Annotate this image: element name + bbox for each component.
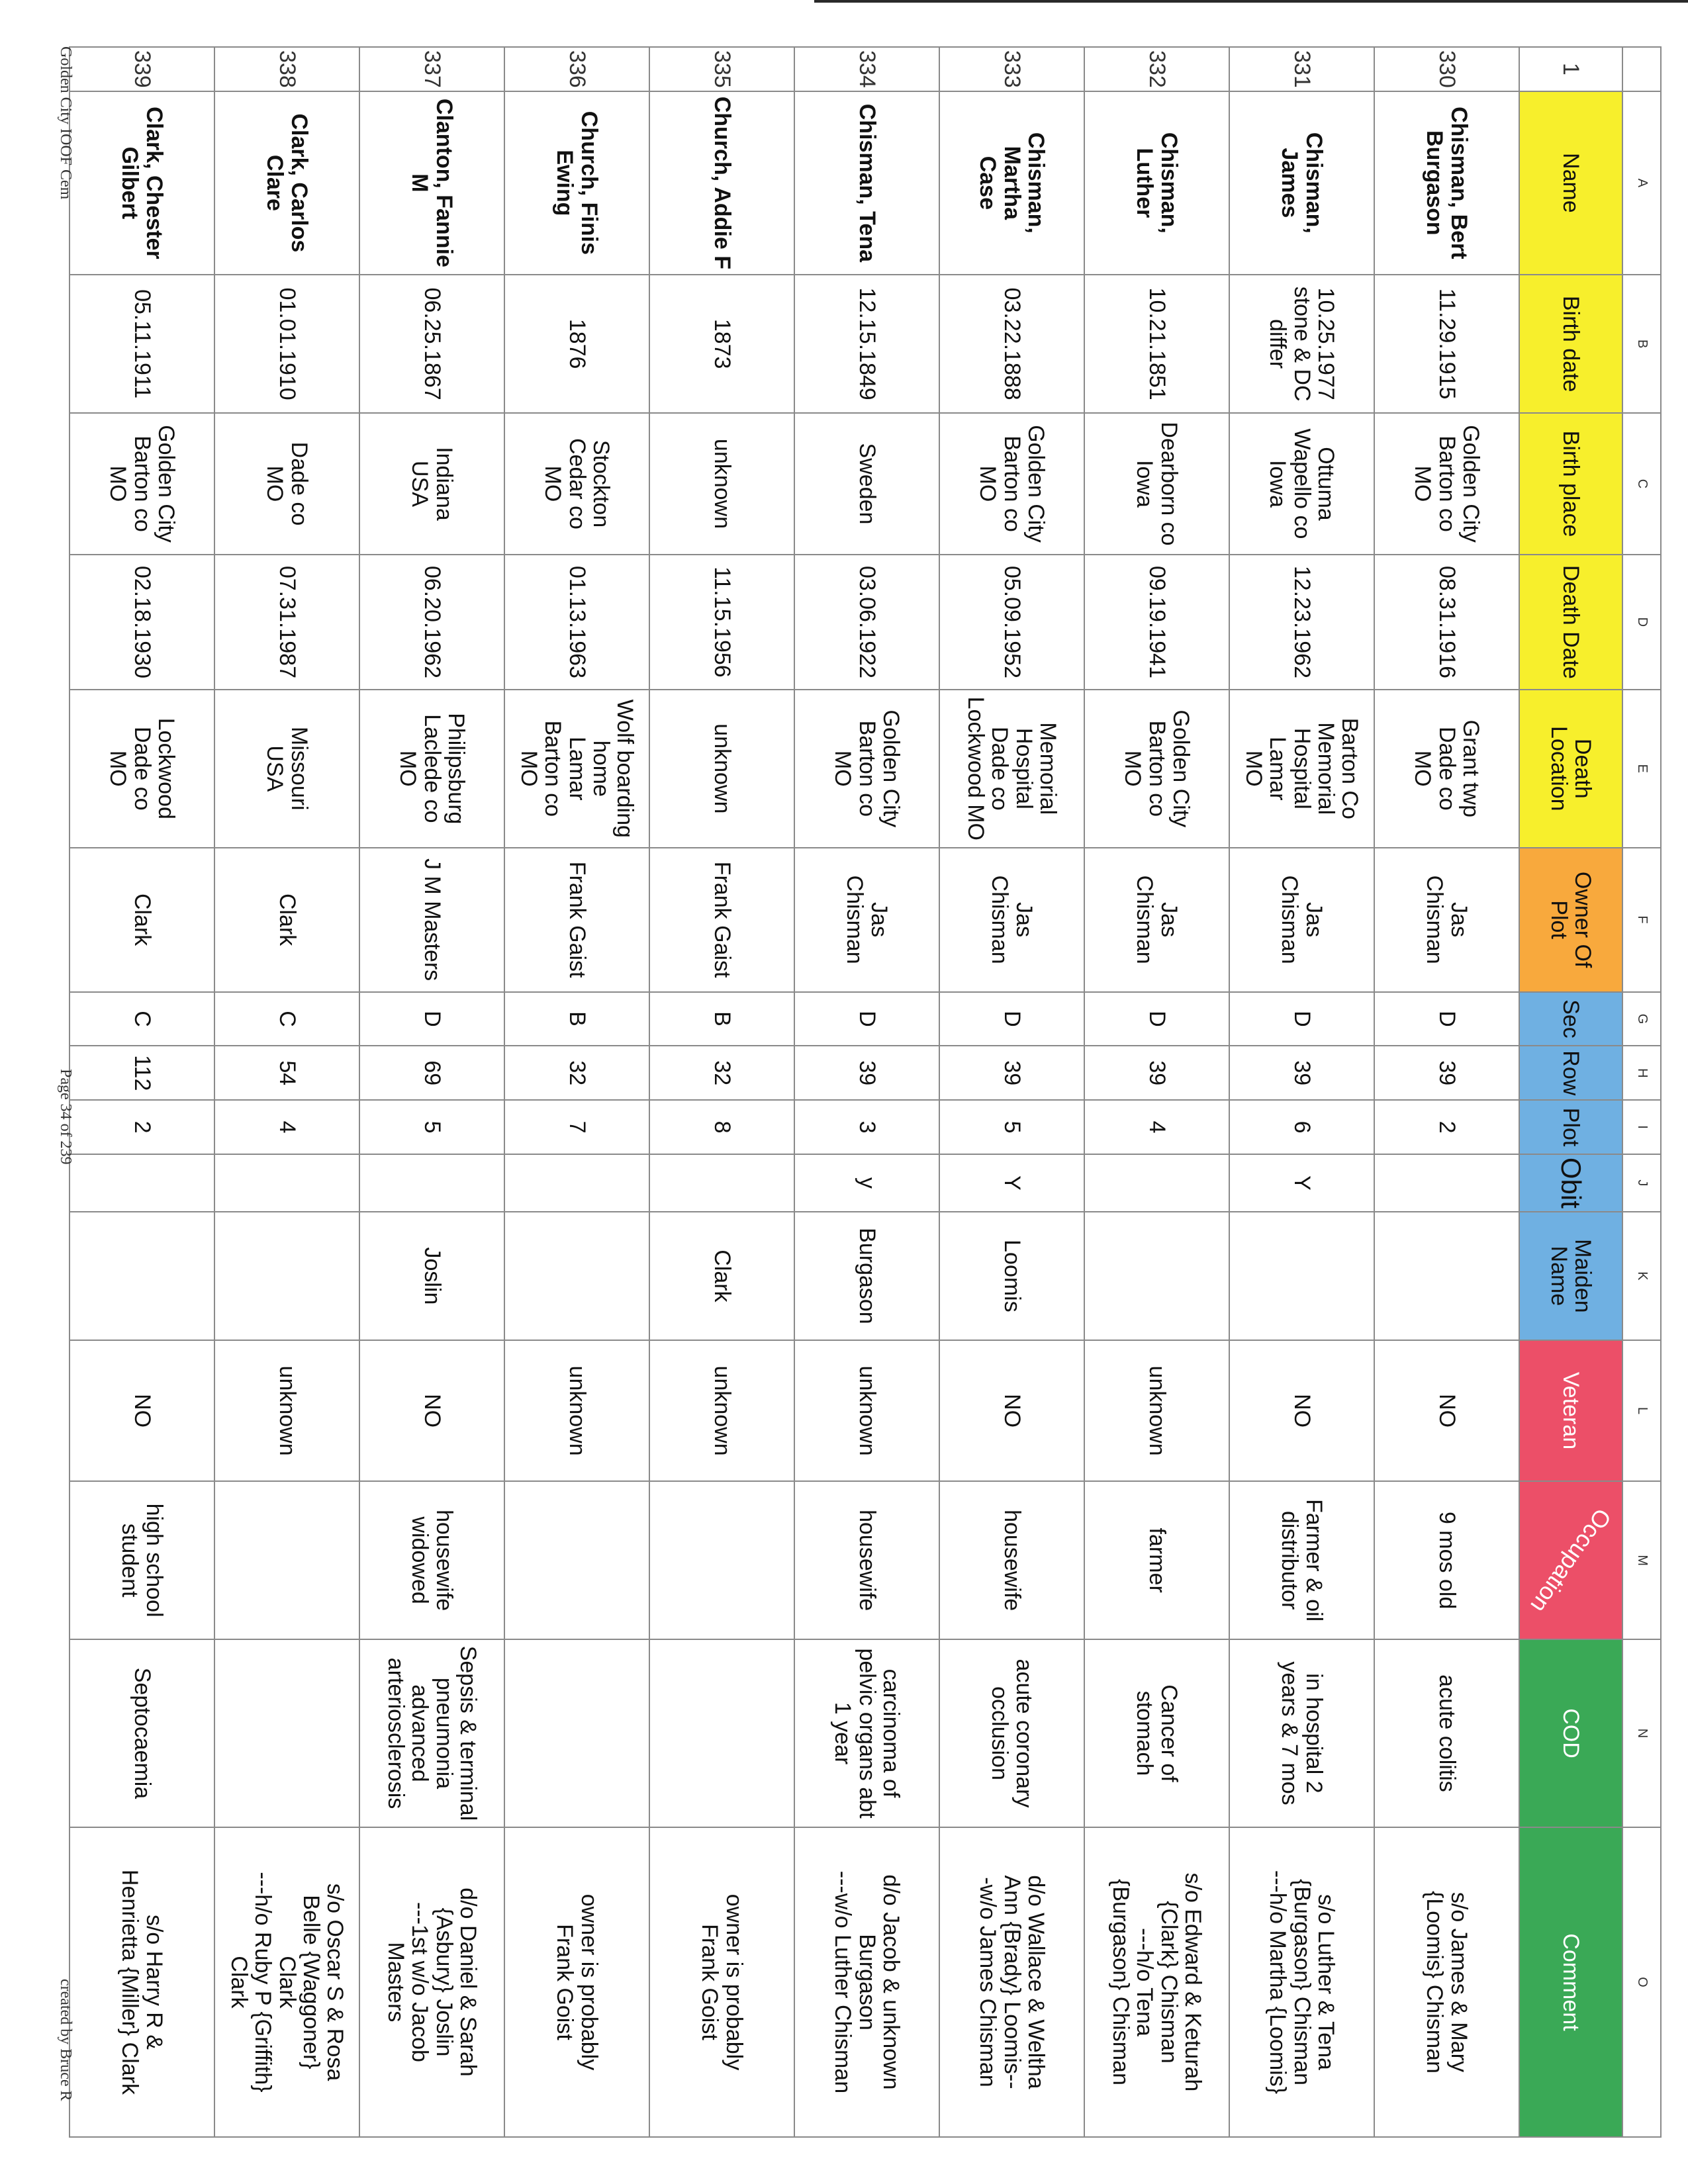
death-location-cell: Lockwood Dade co MO — [70, 690, 214, 847]
column-letter: K — [1622, 1212, 1661, 1340]
owner-cell: Frank Gaist — [649, 848, 794, 992]
sec-cell: D — [1229, 992, 1374, 1046]
header-comment: Comment — [1519, 1827, 1622, 2137]
birth-date-cell: 01.01.1910 — [214, 275, 359, 413]
death-location-cell: Memorial Hospital Dade co Lockwood MO — [939, 690, 1084, 847]
table-row — [214, 47, 359, 2137]
birth-place-cell: Dearborn co Iowa — [1084, 413, 1229, 554]
table-row — [1229, 47, 1374, 2137]
table-row — [794, 47, 939, 2137]
header-veteran: Veteran — [1519, 1340, 1622, 1481]
maiden-cell: Loomis — [939, 1212, 1084, 1340]
birth-place-cell: Stockton Cedar co MO — [504, 413, 649, 554]
sec-cell: B — [649, 992, 794, 1046]
death-date-cell: 06.20.1962 — [359, 555, 504, 690]
birth-place-cell: Dade co MO — [214, 413, 359, 554]
cod-cell: carcinoma of pelvic organs abt 1 year — [794, 1639, 939, 1827]
plot-cell: 2 — [1374, 1100, 1519, 1154]
table-row — [70, 47, 214, 2137]
obit-cell — [649, 1154, 794, 1212]
death-date-cell: 01.13.1963 — [504, 555, 649, 690]
cod-cell — [504, 1639, 649, 1827]
comment-cell: d/o Wallace & Weltha Ann {Brady} Loomis-- -w/o James Chisman — [939, 1827, 1084, 2137]
row-number: 336 — [504, 47, 649, 91]
row-number: 332 — [1084, 47, 1229, 91]
occupation-cell — [504, 1481, 649, 1639]
cod-cell: in hospital 2 years & 7 mos — [1229, 1639, 1374, 1827]
obit-cell — [1084, 1154, 1229, 1212]
plot-cell: 2 — [70, 1100, 214, 1154]
birth-date-cell: 12.15.1849 — [794, 275, 939, 413]
name-cell: Chisman, James — [1229, 91, 1374, 275]
name-cell: Church, Finis Ewing — [504, 91, 649, 275]
plot-cell: 5 — [939, 1100, 1084, 1154]
row-number: 331 — [1229, 47, 1374, 91]
cod-cell: acute coronary occlusion — [939, 1639, 1084, 1827]
header-row-number: 1 — [1519, 47, 1622, 91]
header-birth-date: Birth date — [1519, 275, 1622, 413]
table-row — [649, 47, 794, 2137]
maiden-cell — [70, 1212, 214, 1340]
sec-cell: D — [1084, 992, 1229, 1046]
header-obit: Obit — [1519, 1154, 1622, 1212]
row-cell: 32 — [649, 1046, 794, 1100]
death-location-cell: Golden City Barton co MO — [794, 690, 939, 847]
occupation-cell: housewife widowed — [359, 1481, 504, 1639]
row-number: 334 — [794, 47, 939, 91]
rotated-sheet — [46, 46, 1662, 2138]
owner-cell: J M Masters — [359, 848, 504, 992]
column-letter: M — [1622, 1481, 1661, 1639]
row-cell: 39 — [1374, 1046, 1519, 1100]
maiden-cell: Burgason — [794, 1212, 939, 1340]
header-maiden-name: Maiden Name — [1519, 1212, 1622, 1340]
cod-cell — [649, 1639, 794, 1827]
owner-cell: Jas Chisman — [1229, 848, 1374, 992]
death-location-cell: Philipsburg Laclede co MO — [359, 690, 504, 847]
comment-cell: s/o Luther & Tena {Burgason} Chisman ---h/o Martha {Loomis} — [1229, 1827, 1374, 2137]
plot-cell: 7 — [504, 1100, 649, 1154]
row-cell: 54 — [214, 1046, 359, 1100]
name-cell: Chisman, Luther — [1084, 91, 1229, 275]
birth-place-cell: Golden City Barton co MO — [70, 413, 214, 554]
column-letter: E — [1622, 690, 1661, 847]
birth-date-cell: 05.11.1911 — [70, 275, 214, 413]
owner-cell: Clark — [214, 848, 359, 992]
death-location-cell: Grant twp Dade co MO — [1374, 690, 1519, 847]
birth-place-cell: Ottuma Wapello co Iowa — [1229, 413, 1374, 554]
name-cell: Clark, Carlos Clare — [214, 91, 359, 275]
row-number: 338 — [214, 47, 359, 91]
name-cell: Chisman, Bert Burgason — [1374, 91, 1519, 275]
column-letter: L — [1622, 1340, 1661, 1481]
name-cell: Chisman, Martha Case — [939, 91, 1084, 275]
header-plot: Plot — [1519, 1100, 1622, 1154]
occupation-cell — [649, 1481, 794, 1639]
column-letter: D — [1622, 555, 1661, 690]
comment-cell: d/o Jacob & unknown Burgason ---w/o Luther Chisman — [794, 1827, 939, 2137]
veteran-cell: NO — [70, 1340, 214, 1481]
plot-cell: 6 — [1229, 1100, 1374, 1154]
footer-page-number: Page 34 of 239 — [57, 1069, 74, 1165]
maiden-cell — [1374, 1212, 1519, 1340]
cod-cell: Septocaemia — [70, 1639, 214, 1827]
owner-cell: Jas Chisman — [1374, 848, 1519, 992]
death-location-cell: Golden City Barton co MO — [1084, 690, 1229, 847]
row-number: 339 — [70, 47, 214, 91]
header-death-location: Death Location — [1519, 690, 1622, 847]
sec-cell: D — [359, 992, 504, 1046]
plot-cell: 4 — [1084, 1100, 1229, 1154]
column-letter: O — [1622, 1827, 1661, 2137]
row-number: 330 — [1374, 47, 1519, 91]
occupation-cell: high school student — [70, 1481, 214, 1639]
veteran-cell: unknown — [504, 1340, 649, 1481]
birth-date-cell: 1876 — [504, 275, 649, 413]
occupation-cell: housewife — [794, 1481, 939, 1639]
header-occupation-label: Occupation — [1525, 1503, 1617, 1618]
header-row — [1519, 47, 1622, 2137]
comment-cell: s/o Edward & Keturah {Clark} Chisman ---h/o Tena {Burgason} Chisman — [1084, 1827, 1229, 2137]
table-row — [1374, 47, 1519, 2137]
column-letter: H — [1622, 1046, 1661, 1100]
obit-cell: y — [794, 1154, 939, 1212]
maiden-cell — [1229, 1212, 1374, 1340]
birth-date-cell: 03.22.1888 — [939, 275, 1084, 413]
death-location-cell: unknown — [649, 690, 794, 847]
birth-place-cell: Golden City Barton co MO — [1374, 413, 1519, 554]
footer-credit: created by Bruce R — [57, 1979, 74, 2101]
comment-cell: s/o Oscar S & Rosa Belle {Waggoner} Clark ---h/o Ruby P {Griffith} Clark — [214, 1827, 359, 2137]
name-cell: Clanton, Fannie M — [359, 91, 504, 275]
veteran-cell: unknown — [214, 1340, 359, 1481]
birth-date-cell: 06.25.1867 — [359, 275, 504, 413]
veteran-cell: NO — [939, 1340, 1084, 1481]
column-letter: C — [1622, 413, 1661, 554]
header-birth-place: Birth place — [1519, 413, 1622, 554]
plot-cell: 5 — [359, 1100, 504, 1154]
top-edge-rule — [814, 0, 1688, 3]
occupation-cell: farmer — [1084, 1481, 1229, 1639]
birth-place-cell: unknown — [649, 413, 794, 554]
column-letter: A — [1622, 91, 1661, 275]
owner-cell: Frank Gaist — [504, 848, 649, 992]
sec-cell: D — [939, 992, 1084, 1046]
name-cell: Chisman, Tena — [794, 91, 939, 275]
table-row — [504, 47, 649, 2137]
obit-cell: Y — [939, 1154, 1084, 1212]
occupation-cell: housewife — [939, 1481, 1084, 1639]
row-cell: 69 — [359, 1046, 504, 1100]
column-letter: B — [1622, 275, 1661, 413]
name-cell: Clark, Chester Gilbert — [70, 91, 214, 275]
header-row: Row — [1519, 1046, 1622, 1100]
occupation-cell: Farmer & oil distributor — [1229, 1481, 1374, 1639]
header-owner-of-plot: Owner Of Plot — [1519, 848, 1622, 992]
row-cell: 112 — [70, 1046, 214, 1100]
comment-cell: owner is probably Frank Goist — [504, 1827, 649, 2137]
veteran-cell: unknown — [1084, 1340, 1229, 1481]
death-date-cell: 08.31.1916 — [1374, 555, 1519, 690]
header-cod: COD — [1519, 1639, 1622, 1827]
death-location-cell: Missouri USA — [214, 690, 359, 847]
death-date-cell: 09.19.1941 — [1084, 555, 1229, 690]
row-number: 335 — [649, 47, 794, 91]
row-number: 337 — [359, 47, 504, 91]
table-row — [939, 47, 1084, 2137]
owner-cell: Jas Chisman — [1084, 848, 1229, 992]
plot-cell: 3 — [794, 1100, 939, 1154]
header-occupation — [1519, 1481, 1622, 1639]
veteran-cell: NO — [359, 1340, 504, 1481]
table-row — [1084, 47, 1229, 2137]
maiden-cell: Clark — [649, 1212, 794, 1340]
sec-cell: D — [1374, 992, 1519, 1046]
birth-place-cell: Golden City Barton co MO — [939, 413, 1084, 554]
row-number: 333 — [939, 47, 1084, 91]
plot-cell: 8 — [649, 1100, 794, 1154]
obit-cell — [504, 1154, 649, 1212]
comment-cell: s/o James & Mary {Loomis} Chisman — [1374, 1827, 1519, 2137]
sec-cell: B — [504, 992, 649, 1046]
occupation-cell — [214, 1481, 359, 1639]
birth-place-cell: Indiana USA — [359, 413, 504, 554]
maiden-cell — [214, 1212, 359, 1340]
comment-cell: d/o Daniel & Sarah {Asbury} Joslin ---1st w/o Jacob Masters — [359, 1827, 504, 2137]
obit-cell — [1374, 1154, 1519, 1212]
corner-cell — [1622, 47, 1661, 91]
obit-cell: Y — [1229, 1154, 1374, 1212]
column-letter-row — [1622, 47, 1661, 2137]
veteran-cell: unknown — [794, 1340, 939, 1481]
column-letter: F — [1622, 848, 1661, 992]
birth-date-cell: 1873 — [649, 275, 794, 413]
obit-cell — [214, 1154, 359, 1212]
header-name: Name — [1519, 91, 1622, 275]
table-row — [359, 47, 504, 2137]
death-date-cell: 07.31.1987 — [214, 555, 359, 690]
footer-left: Golden City IOOF Cem — [57, 46, 74, 200]
obit-cell — [359, 1154, 504, 1212]
header-sec: Sec — [1519, 992, 1622, 1046]
header-death-date: Death Date — [1519, 555, 1622, 690]
row-cell: 39 — [1084, 1046, 1229, 1100]
sec-cell: C — [214, 992, 359, 1046]
death-date-cell: 03.06.1922 — [794, 555, 939, 690]
obit-cell — [70, 1154, 214, 1212]
cod-cell — [214, 1639, 359, 1827]
sec-cell: D — [794, 992, 939, 1046]
column-letter: J — [1622, 1154, 1661, 1212]
veteran-cell: NO — [1374, 1340, 1519, 1481]
name-cell: Church, Addie F — [649, 91, 794, 275]
death-date-cell: 11.15.1956 — [649, 555, 794, 690]
veteran-cell: unknown — [649, 1340, 794, 1481]
death-location-cell: Barton Co Memorial Hospital Lamar MO — [1229, 690, 1374, 847]
column-letter: N — [1622, 1639, 1661, 1827]
maiden-cell — [1084, 1212, 1229, 1340]
plot-cell: 4 — [214, 1100, 359, 1154]
maiden-cell — [504, 1212, 649, 1340]
comment-cell: s/o Harry R & Henrietta {Miller} Clark — [70, 1827, 214, 2137]
comment-cell: owner is probably Frank Goist — [649, 1827, 794, 2137]
owner-cell: Jas Chisman — [794, 848, 939, 992]
death-date-cell: 12.23.1962 — [1229, 555, 1374, 690]
veteran-cell: NO — [1229, 1340, 1374, 1481]
death-date-cell: 05.09.1952 — [939, 555, 1084, 690]
row-cell: 39 — [794, 1046, 939, 1100]
column-letter: G — [1622, 992, 1661, 1046]
row-cell: 39 — [1229, 1046, 1374, 1100]
cod-cell: Sepsis & terminal pneumonia advanced arteriosclerosis — [359, 1639, 504, 1827]
maiden-cell: Joslin — [359, 1212, 504, 1340]
row-cell: 39 — [939, 1046, 1084, 1100]
occupation-cell: 9 mos old — [1374, 1481, 1519, 1639]
sec-cell: C — [70, 992, 214, 1046]
birth-date-cell: 10.25.1977 stone & DC differ — [1229, 275, 1374, 413]
cemetery-records-table — [69, 46, 1662, 2138]
owner-cell: Clark — [70, 848, 214, 992]
cod-cell: acute colitis — [1374, 1639, 1519, 1827]
birth-date-cell: 11.29.1915 — [1374, 275, 1519, 413]
death-location-cell: Wolf boarding home Lamar Barton co MO — [504, 690, 649, 847]
birth-date-cell: 10.21.1851 — [1084, 275, 1229, 413]
owner-cell: Jas Chisman — [939, 848, 1084, 992]
row-cell: 32 — [504, 1046, 649, 1100]
column-letter: I — [1622, 1100, 1661, 1154]
death-date-cell: 02.18.1930 — [70, 555, 214, 690]
birth-place-cell: Sweden — [794, 413, 939, 554]
cod-cell: Cancer of stomach — [1084, 1639, 1229, 1827]
